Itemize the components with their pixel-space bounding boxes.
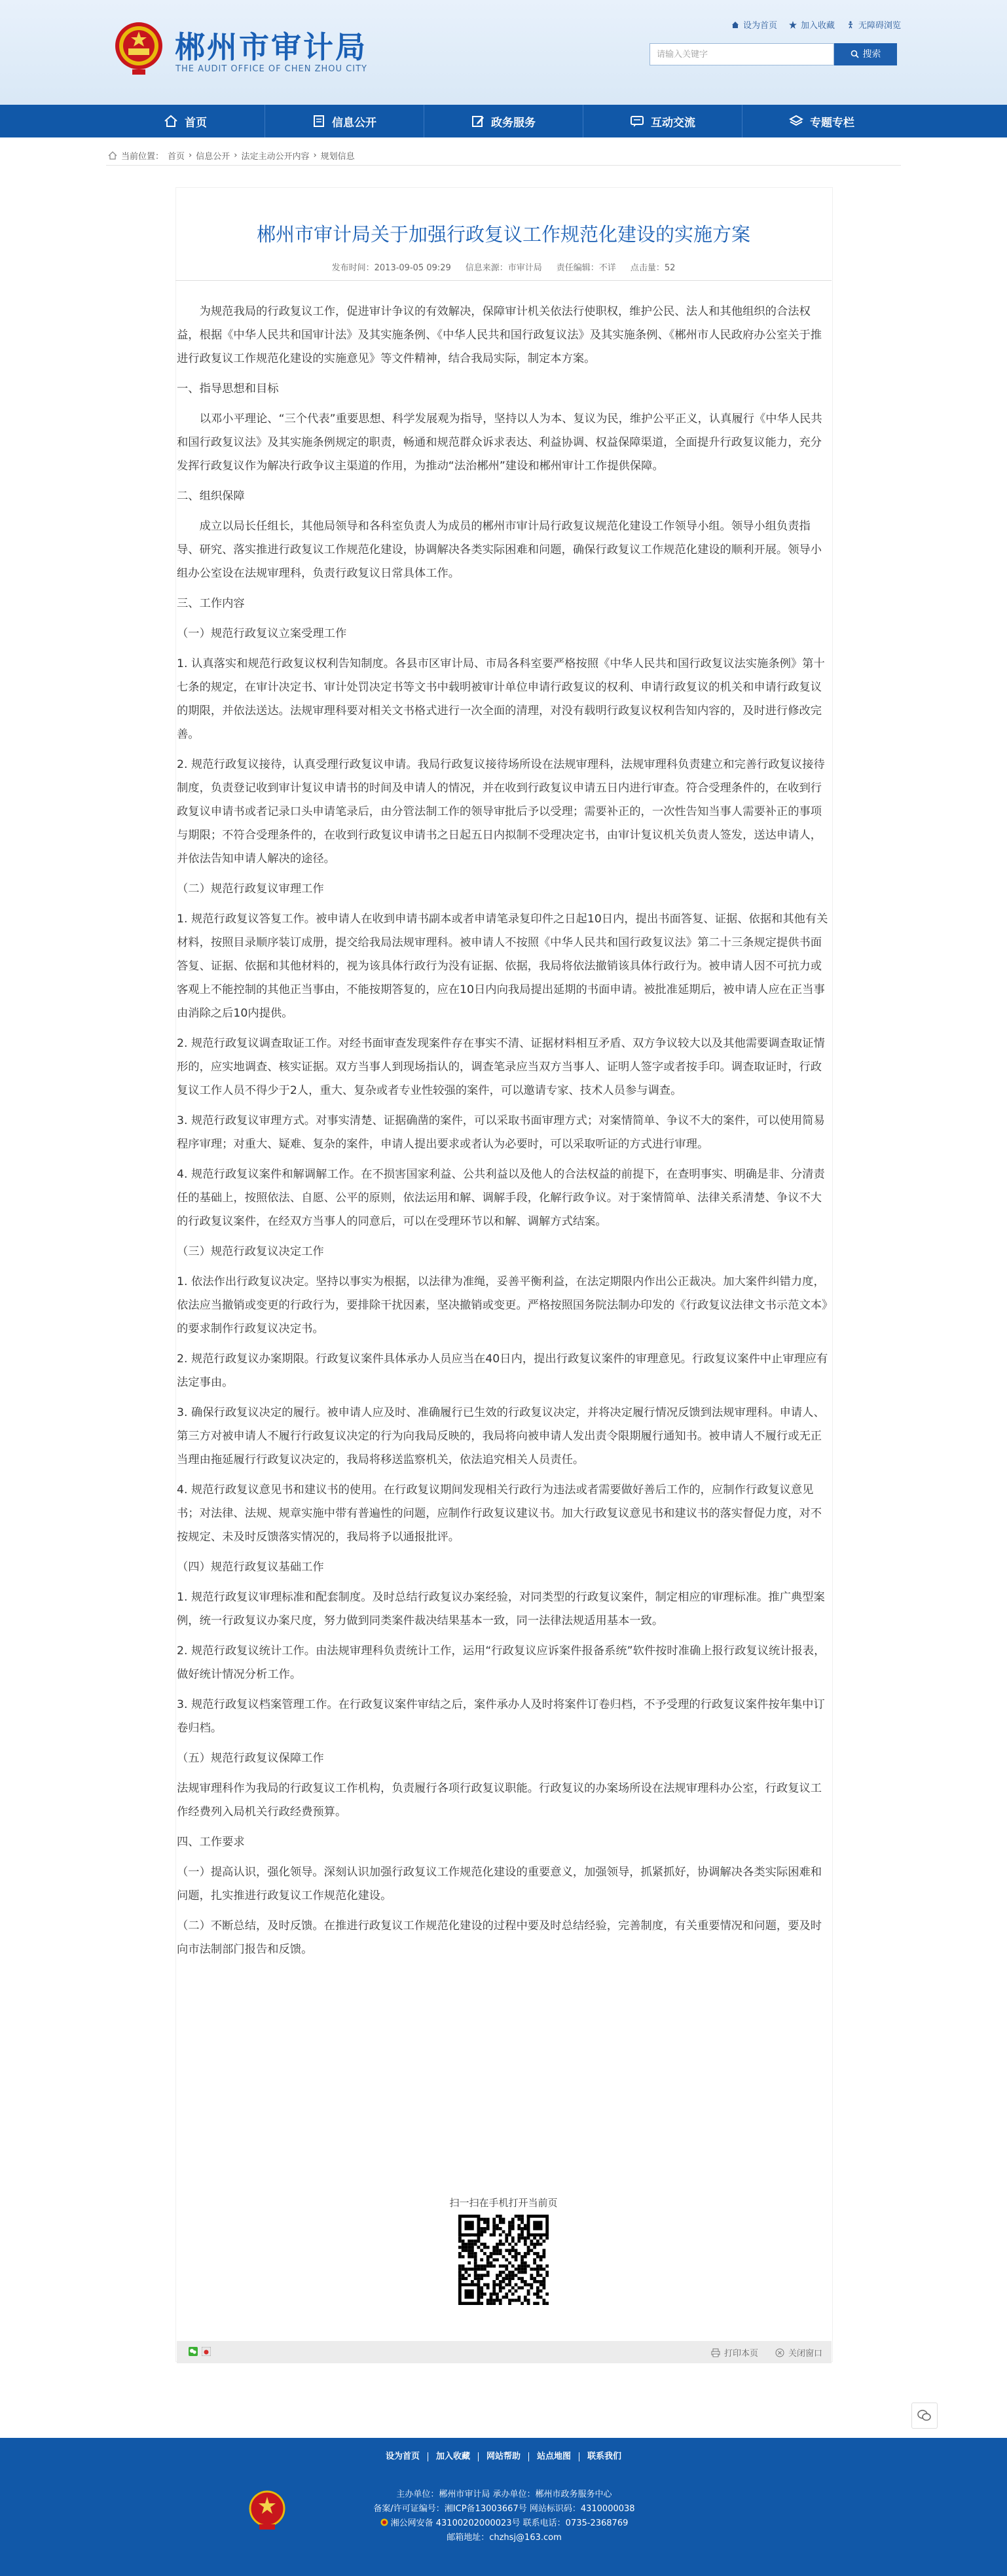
star-icon: [789, 21, 797, 29]
responsible-editor: 责任编辑：不详: [556, 263, 616, 273]
breadcrumb-separator: ›: [234, 151, 238, 160]
footer-email: 邮箱地址：chzhsj@163.com: [447, 2533, 562, 2543]
section-heading: （四）规范行政复议基础工作: [177, 1561, 324, 1574]
wechat-float-button[interactable]: [911, 2403, 938, 2429]
chat-icon: [630, 115, 644, 128]
article-paragraph: 2. 规范行政复议调查取证工作。对经书面审查发现案件存在事实不清、证据材料相互矛盾、双方争议较大以及其他需要调查取证情形的，应实地调查、核实证据。双方当事人到现场指认的，调查笔录应当双方当事人、证明人签字或者按手印。调查取证时，行政复议工作人员不得少于2人，重大、复杂或者专业性较强的案件，可以邀请专家、技术人员参与调查。: [177, 1037, 825, 1097]
article-paragraph: 1. 规范行政复议答复工作。被申请人在收到申请书副本或者申请笔录复印件之日起10日内，提出书面答复、证据、依据和其他有关材料，按照目录顺序装订成册，提交给我局法规审理科。被申请人不按照《中华人民共和国行政复议法》第二十三条规定提供书面答复、证据、依据和其他材料的，视为该具体行政行为没有证据、依据，我局将依法撤销该具体行政行为。被申请人因不可抗力或客观上不能控制的其他正当事由，不能按期答复的，应在10日内向我局提出延期的书面申请。被批准延期后，被申请人应在正当事由消除之后10内提供。: [177, 913, 828, 1020]
breadcrumb-separator: ›: [313, 151, 317, 160]
nav-label: 首页: [185, 116, 207, 130]
view-count: 点击量：52: [630, 263, 676, 273]
footer-link-homepage[interactable]: 设为首页: [378, 2452, 428, 2461]
article-paragraph: 成立以局长任组长，其他局领导和各科室负责人为成员的郴州市审计局行政复议规范化建设工作领导小组。领导小组负责指导、研究、落实推进行政复议工作规范化建设，协调解决各类实际困难和问题，确保行政复议工作规范化建设的顺利开展。领导小组办公室设在法规审理科，负责行政复议日常具体工作。: [177, 520, 822, 580]
site-title: 郴州市审计局: [175, 29, 367, 65]
site-footer: [0, 2438, 1007, 2576]
nav-item-info-disclosure[interactable]: [265, 105, 424, 137]
party-government-logo-icon: [247, 2489, 287, 2531]
info-source: 信息来源：市审计局: [465, 263, 542, 273]
site-subtitle: THE AUDIT OFFICE OF CHEN ZHOU CITY: [175, 64, 367, 74]
article-paragraph: 法规审理科作为我局的行政复议工作机构，负责履行各项行政复议职能。行政复议的办案场所设在法规审理科办公室，行政复议工作经费列入局机关行政经费预算。: [177, 1782, 822, 1819]
article-paragraph: 2. 规范行政复议办案期限。行政复议案件具体承办人员应当在40日内，提出行政复议案件的审理意见。行政复议案件中止审理应有法定事由。: [177, 1352, 828, 1389]
nav-label: 政务服务: [491, 116, 536, 130]
article-paragraph: 2. 规范行政复议统计工作。由法规审理科负责统计工作，运用“行政复议应诉案件报备系统”软件按时准确上报行政复议统计报表，做好统计情况分析工作。: [177, 1644, 826, 1681]
article-paragraph: （一）提高认识，强化领导。深刻认识加强行政复议工作规范化建设的重要意义，加强领导，抓紧抓好，协调解决各类实际困难和问题，扎实推进行政复议工作规范化建设。: [177, 1866, 822, 1902]
footer-police: [295, 2516, 714, 2531]
qr-caption: 扫一扫在手机打开当前页: [449, 2197, 558, 2209]
close-window-button[interactable]: [775, 2346, 822, 2359]
close-window-label: 关闭窗口: [788, 2349, 822, 2359]
breadcrumb-item-info[interactable]: 信息公开: [196, 152, 230, 162]
nav-item-government-service[interactable]: [424, 105, 583, 137]
breadcrumb-item-planning[interactable]: 规划信息: [320, 152, 355, 162]
nav-item-home[interactable]: [106, 105, 265, 137]
search-input[interactable]: 请输入关键字: [650, 43, 834, 65]
article-paragraph: 4. 规范行政复议案件和解调解工作。在不损害国家利益、公共利益以及他人的合法权益的前提下，在查明事实、明确是非、分清责任的基础上，按照依法、自愿、公平的原则，依法运用和解、调解手段，化解行政争议。对于案情简单、法律关系清楚、争议不大的行政复议案件，在经双方当事人的同意后，可以在受理环节以和解、调解方式结案。: [177, 1168, 825, 1228]
footer-link-help[interactable]: 网站帮助: [479, 2452, 529, 2461]
accessibility-icon: [847, 21, 854, 29]
home-icon: [164, 115, 178, 128]
article-paragraph: 3. 规范行政复议审理方式。对事实清楚、证据确凿的案件，可以采取书面审理方式；对案情简单、争议不大的案件，可以使用简易程序审理；对重大、疑难、复杂的案件，申请人提出要求或者认为必要时，可以采取听证的方式进行审理。: [177, 1114, 825, 1151]
nav-label: 信息公开: [332, 116, 376, 130]
article-meta: [175, 261, 832, 273]
section-heading: （三）规范行政复议决定工作: [177, 1245, 324, 1258]
site-header: [0, 0, 1007, 105]
edit-icon: [471, 115, 485, 128]
search-icon: [851, 50, 859, 58]
add-favorite-label: 加入收藏: [800, 21, 835, 31]
article-paragraph: 以邓小平理论、“三个代表”重要思想、科学发展观为指导，坚持以人为本、复议为民，维护公平正义，认真履行《中华人民共和国行政复议法》及其实施条例规定的职责，畅通和规范群众诉求表达、利益协调、权益保障渠道，全面提升行政复议能力，充分发挥行政复议作为解决行政争议主渠道的作用，为推动“法治郴州”建设和郴州审计工作提供保障。: [177, 412, 822, 473]
close-icon: [775, 2348, 784, 2357]
national-emblem-icon: [113, 20, 165, 76]
article-paragraph: 1. 认真落实和规范行政复议权利告知制度。各县市区审计局、市局各科室要严格按照《中华人民共和国行政复议法实施条例》第十七条的规定，在审计决定书、审计处罚决定书等文书中载明被审计单位申请行政复议的权利、申请行政复议的机关和申请行政复议的期限，并依法送达。法规审理科要对相关文书格式进行一次全面的清理，对没有载明行政复议权利告知内容的，及时进行修改完善。: [177, 657, 825, 741]
section-heading: 四、工作要求: [177, 1836, 245, 1849]
set-homepage-label: 设为首页: [742, 21, 777, 31]
title-divider: [175, 280, 832, 281]
article-paragraph: 2. 规范行政复议接待，认真受理行政复议申请。我局行政复议接待场所设在法规审理科，法规审理科负责建立和完善行政复议接待制度，负责登记收到审计复议申请书的时间及申请人的情况，并在收到行政复议申请五日内进行审查。符合受理条件的，在收到行政复议申请书或者记录口头申请笔录后，由分管法制工作的领导审批后予以受理；需要补正的，一次性告知当事人需要补正的事项与期限；不符合受理条件的，在收到行政复议申请书之日起五日内拟制不受理决定书，由审计复议机关负责人签发，送达申请人，并依法告知申请人解决的途径。: [177, 758, 825, 865]
publish-time: 发布时间：2013-09-05 09:29: [331, 263, 451, 273]
section-heading: （一）规范行政复议立案受理工作: [177, 627, 347, 640]
weibo-share-icon[interactable]: [202, 2347, 211, 2356]
nav-item-interaction[interactable]: [583, 105, 742, 137]
print-icon: [711, 2348, 720, 2357]
section-heading: 一、指导思想和目标: [177, 382, 279, 395]
search-button-label: 搜索: [862, 49, 881, 60]
home-icon: [731, 21, 739, 29]
share-icons: [189, 2347, 211, 2356]
accessibility-label: 无障碍浏览: [858, 21, 901, 31]
main-nav: [0, 105, 1007, 137]
footer-links: [0, 2452, 1007, 2461]
footer-info: [295, 2488, 714, 2545]
top-links: [731, 18, 901, 31]
article-paragraph: 为规范我局的行政复议工作，促进审计争议的有效解决，保障审计机关依法行使职权，维护公民、法人和其他组织的合法权益，根据《中华人民共和国审计法》及其实施条例、《中华人民共和国行政复议法》及其实施条例、《郴州市人民政府办公室关于推进行政复议工作规范化建设的实施意见》等文件精神，结合我局实际，制定本方案。: [177, 305, 822, 365]
article-body: [177, 300, 829, 1968]
article-paragraph: 3. 确保行政复议决定的履行。被申请人应及时、准确履行已生效的行政复议决定，并将决定履行情况反馈到法规审理科。申请人、第三方对被申请人不履行行政复议决定的行为向我局反映的，我局将向被申请人发出责令限期履行通知书。被申请人不履行或无正当理由拖延履行行政复议决定的，我局将移送监察机关，依法追究相关人员责任。: [177, 1406, 825, 1466]
home-icon: [108, 151, 117, 160]
section-heading: 三、工作内容: [177, 597, 245, 610]
add-favorite-link[interactable]: [789, 18, 835, 31]
breadcrumb-item-statutory[interactable]: 法定主动公开内容: [241, 152, 310, 162]
print-button[interactable]: [711, 2346, 758, 2359]
nav-label: 专题专栏: [810, 116, 854, 130]
breadcrumb-separator: ›: [189, 151, 192, 160]
footer-police-text: 湘公网安备 43100202000023号 联系电话：0735-2368769: [390, 2518, 629, 2528]
footer-link-favorite[interactable]: 加入收藏: [428, 2452, 479, 2461]
article-paragraph: 4. 规范行政复议意见书和建议书的使用。在行政复议期间发现相关行政行为违法或者需要做好善后工作的，应制作行政复议意见书；对法律、法规、规章实施中带有普遍性的问题，应制作行政复议建议书。加大行政复议意见书和建议书的落实督促力度，对不按规定、未及时反馈落实情况的，我局将予以通报批评。: [177, 1483, 822, 1544]
accessibility-link[interactable]: [847, 18, 901, 31]
footer-link-contact[interactable]: 联系我们: [587, 2452, 622, 2461]
police-badge-icon: [380, 2518, 388, 2526]
wechat-share-icon[interactable]: [189, 2347, 198, 2356]
section-heading: 二、组织保障: [177, 490, 245, 503]
nav-label: 互动交流: [651, 116, 695, 130]
document-icon: [312, 115, 325, 128]
section-heading: （五）规范行政复议保障工作: [177, 1752, 324, 1765]
breadcrumb-divider: [106, 165, 901, 166]
breadcrumb-label: 当前位置：: [121, 152, 164, 162]
nav-item-special-topics[interactable]: [742, 105, 901, 137]
qr-code-icon: [458, 2215, 549, 2305]
wechat-icon: [917, 2409, 932, 2422]
breadcrumb: [108, 149, 355, 162]
section-heading: （二）规范行政复议审理工作: [177, 882, 324, 896]
article-paragraph: 1. 规范行政复议审理标准和配套制度。及时总结行政复议办案经验，对同类型的行政复议案件，制定相应的审理标准。推广典型案例，统一行政复议办案尺度，努力做到同类案件裁决结果基本一致，同一法律法规适用基本一致。: [177, 1591, 825, 1627]
footer-link-sitemap[interactable]: 站点地图: [529, 2452, 579, 2461]
search-button[interactable]: [834, 43, 897, 65]
article-paragraph: 1. 依法作出行政复议决定。坚持以事实为根据，以法律为准绳，妥善平衡利益，在法定期限内作出公正裁决。加大案件纠错力度，依法应当撤销或变更的行政行为，要排除干扰因素，坚决撤销或变更。严格按照国务院法制办印发的《行政复议法律文书示范文本》的要求制作行政复议决定书。: [177, 1275, 828, 1335]
article-toolbar: [177, 2341, 832, 2363]
article-title: 郴州市审计局关于加强行政复议工作规范化建设的实施方案: [256, 223, 750, 245]
footer-sponsor: 主办单位：郴州市审计局 承办单位：郴州市政务服务中心: [396, 2490, 612, 2499]
set-homepage-link[interactable]: [731, 18, 777, 31]
article-paragraph: （二）不断总结，及时反馈。在推进行政复议工作规范化建设的过程中要及时总结经验，完善制度，有关重要情况和问题，要及时向市法制部门报告和反馈。: [177, 1919, 822, 1956]
layers-icon: [789, 115, 803, 128]
footer-icp: 备案/许可证编号：湘ICP备13003667号 网站标识码：4310000038: [373, 2504, 635, 2514]
print-label: 打印本页: [723, 2349, 758, 2359]
breadcrumb-item-home[interactable]: 首页: [168, 152, 185, 162]
article-paragraph: 3. 规范行政复议档案管理工作。在行政复议案件审结之后，案件承办人及时将案件订卷归档，不予受理的行政复议案件按年集中订卷归档。: [177, 1698, 825, 1735]
